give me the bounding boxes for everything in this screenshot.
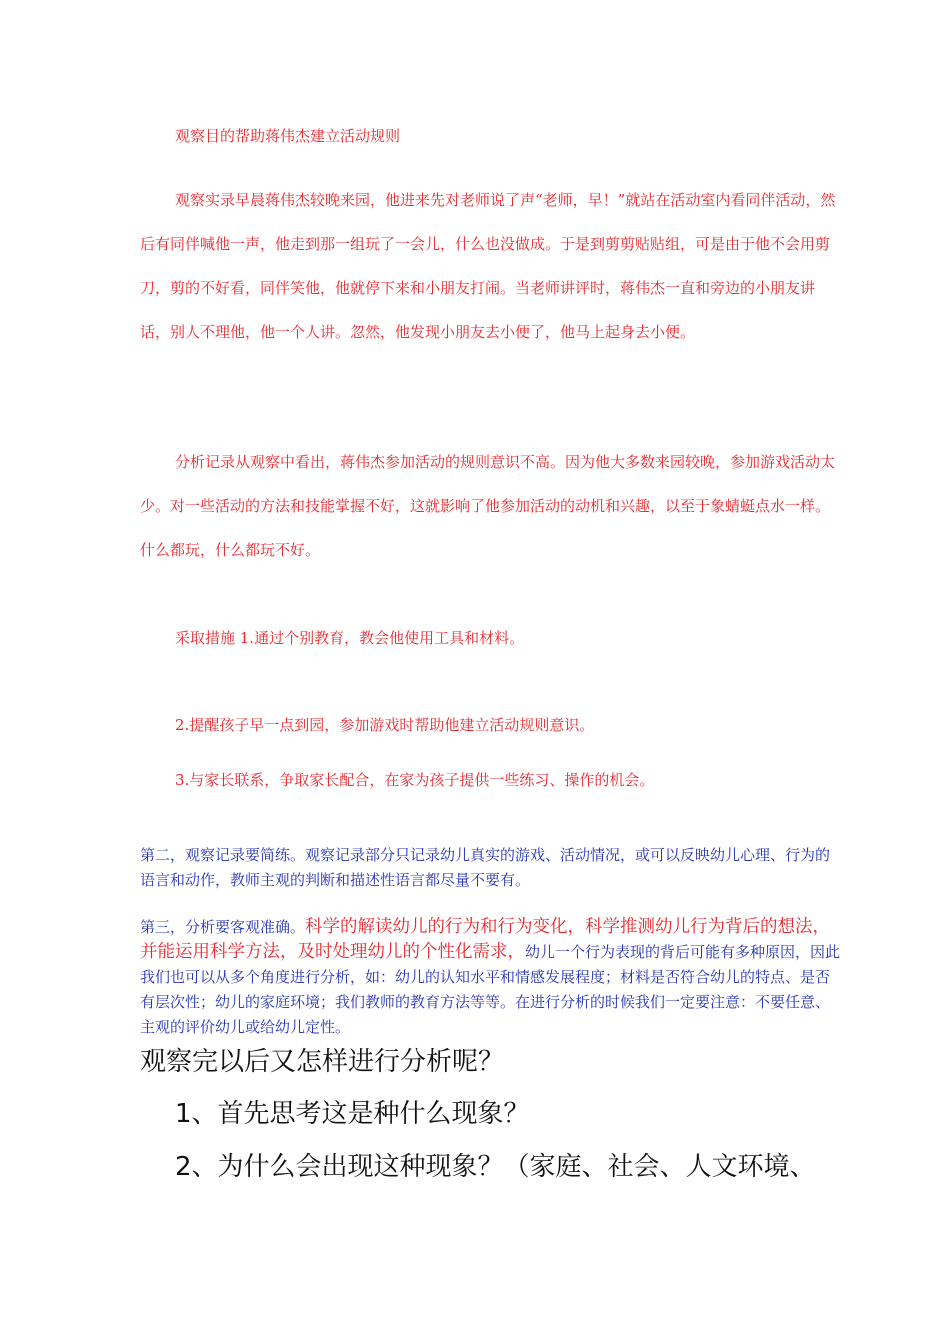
third-point-rest: 幼儿一个行为表现的背后可能有多种原因，因此我们也可以从多个角度进行分析，如：幼儿的认知水平和情感发展程度；材料是否符合幼儿的特点、是否有层次性；幼儿的家庭环境；我们教师的教育方法等等。在进行分析的时候我们一定要注意：不要任意、主观的评价幼儿或给幼儿定性。	[140, 943, 841, 1036]
section-heading: 观察完以后又怎样进行分析呢？	[140, 1047, 505, 1077]
second-point: 第二，观察记录要简练。观察记录部分只记录幼儿真实的游戏、活动情况，或可以反映幼儿心理、行为的语言和动作，教师主观的判断和描述性语言都尽量不要有。	[140, 846, 831, 889]
third-point	[140, 915, 840, 1040]
measure-2: 2.提醒孩子早一点到园，参加游戏时帮助他建立活动规则意识。	[175, 716, 595, 734]
measure-1: 采取措施 1.通过个别教育，教会他使用工具和材料。	[175, 629, 525, 647]
measure-3: 3.与家长联系，争取家长配合，在家为孩子提供一些练习、操作的机会。	[175, 771, 655, 789]
observation-record: 观察实录早晨蒋伟杰较晚来园，他进来先对老师说了声“老师，早！”就站在活动室内看同伴活动，然后有同伴喊他一声，他走到那一组玩了一会儿，什么也没做成。于是到剪剪贴贴组，可是由于他不会用剪刀，剪的不好看，同伴笑他，他就停下来和小朋友打闹。当老师讲评时，蒋伟杰一直和旁边的小朋友讲话，别人不理他，他一个人讲。忽然，他发现小朋友去小便了，他马上起身去小便。	[140, 191, 836, 341]
third-point-highlight: 科学的解读幼儿的行为和行为变化，科学推测幼儿行为背后的想法，并能运用科学方法，及时处理幼儿的个性化需求，	[140, 917, 831, 962]
analysis-record: 分析记录从观察中看出，蒋伟杰参加活动的规则意识不高。因为他大多数来园较晚，参加游戏活动太少。对一些活动的方法和技能掌握不好，这就影响了他参加活动的动机和兴趣，以至于象蜻蜓点水一样。什么都玩，什么都玩不好。	[140, 453, 836, 559]
third-point-lead: 第三，分析要客观准确。	[140, 918, 306, 936]
question-1: 1、首先思考这是种什么现象？	[175, 1099, 530, 1129]
question-2: 2、为什么会出现这种现象？（家庭、社会、人文环境、	[175, 1152, 816, 1182]
observation-goal: 观察目的帮助蒋伟杰建立活动规则	[175, 127, 401, 145]
